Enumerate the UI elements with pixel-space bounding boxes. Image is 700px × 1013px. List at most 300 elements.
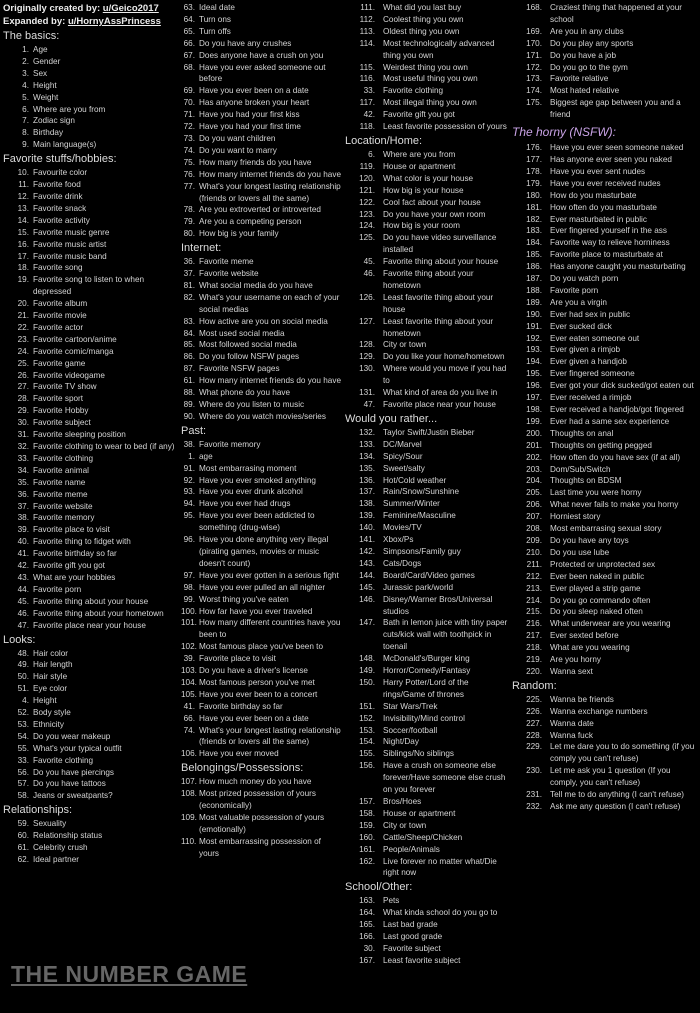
list-item xyxy=(3,251,175,263)
list-item xyxy=(3,620,175,632)
item-number: 88. xyxy=(183,388,195,398)
item-text: Star Wars/Trek xyxy=(383,701,438,711)
item-number: 164. xyxy=(359,908,375,918)
item-number: 160. xyxy=(359,832,375,842)
item-number: 173. xyxy=(526,74,542,84)
item-number: 211. xyxy=(526,559,542,569)
list-item xyxy=(181,701,341,713)
list-item xyxy=(181,713,341,725)
item-number: 113. xyxy=(359,26,375,36)
item-number: 67. xyxy=(183,50,195,60)
list-item xyxy=(345,736,512,748)
item-text: Do you have your own room xyxy=(383,209,486,219)
list-item xyxy=(3,215,175,227)
item-number: 174. xyxy=(526,86,542,96)
item-number: 112. xyxy=(359,14,375,24)
list-item xyxy=(345,73,512,85)
item-text: Favorite porn xyxy=(33,584,82,594)
list-item xyxy=(181,363,341,375)
item-text: Do you follow NSFW pages xyxy=(199,352,300,362)
item-text: What's your longest lasting relationship (friends or lovers all the same) xyxy=(199,181,341,203)
item-number: 97. xyxy=(183,570,195,580)
item-number: 117. xyxy=(359,98,375,108)
item-text: How far have you ever traveled xyxy=(199,606,313,616)
item-number: 204. xyxy=(526,476,542,486)
item-text: Most followed social media xyxy=(199,340,297,350)
item-text: Horror/Comedy/Fantasy xyxy=(383,666,471,676)
item-text: Sex xyxy=(33,68,48,78)
section-heading: Favorite stuffs/hobbies: xyxy=(3,153,117,166)
list-item xyxy=(181,399,341,411)
item-text: Favorite drink xyxy=(33,191,83,201)
item-text: How active are you on social media xyxy=(199,316,328,326)
list-item xyxy=(345,85,512,97)
item-text: Thoughts on BDSM xyxy=(550,476,622,486)
list-item xyxy=(3,524,175,536)
list-item xyxy=(3,695,175,707)
item-number: 66. xyxy=(183,713,195,723)
item-text: Let me dare you to do something (if you comply you can't refuse) xyxy=(550,742,695,764)
item-text: Movies/TV xyxy=(383,523,422,533)
item-number: 189. xyxy=(526,297,542,307)
list-item xyxy=(512,428,700,440)
item-text: Favorite place to masturbate at xyxy=(550,250,663,260)
item-number: 206. xyxy=(526,500,542,510)
list-item xyxy=(345,387,512,399)
item-text: Have you ever seen someone naked xyxy=(550,143,684,153)
item-number: 54. xyxy=(17,731,29,741)
item-text: Favorite snack xyxy=(33,203,87,213)
list-item xyxy=(345,363,512,387)
section-heading: School/Other: xyxy=(345,881,413,894)
item-text: Favorite thing to fidget with xyxy=(33,537,131,547)
item-number: 155. xyxy=(359,749,375,759)
item-text: What color is your house xyxy=(383,173,474,183)
item-number: 230. xyxy=(526,766,542,776)
item-number: 141. xyxy=(359,535,375,545)
item-text: Ethnicity xyxy=(33,719,64,729)
item-number: 228. xyxy=(526,730,542,740)
item-number: 231. xyxy=(526,790,542,800)
item-number: 72. xyxy=(183,122,195,132)
item-number: 177. xyxy=(526,154,542,164)
list-item xyxy=(345,161,512,173)
list-item xyxy=(512,487,700,499)
list-item xyxy=(512,440,700,452)
item-text: Ever sucked dick xyxy=(550,321,612,331)
item-number: 40. xyxy=(17,537,29,547)
item-number: 5. xyxy=(22,92,29,102)
list-item xyxy=(345,955,512,967)
item-text: Zodiac sign xyxy=(33,116,75,126)
list-item xyxy=(345,339,512,351)
list-item xyxy=(512,297,700,309)
item-text: Do you have video surveillance installed xyxy=(383,233,497,255)
item-text: Biggest age gap between you and a friend xyxy=(550,98,681,120)
list-item xyxy=(3,683,175,695)
item-number: 26. xyxy=(17,370,29,380)
list-item xyxy=(3,719,175,731)
item-number: 124. xyxy=(359,221,375,231)
item-number: 123. xyxy=(359,209,375,219)
item-number: 188. xyxy=(526,285,542,295)
list-item xyxy=(3,139,175,151)
item-number: 140. xyxy=(359,523,375,533)
item-number: 197. xyxy=(526,393,542,403)
list-item xyxy=(181,85,341,97)
list-item xyxy=(3,346,175,358)
list-item xyxy=(181,256,341,268)
section-heading: Would you rather... xyxy=(345,412,438,425)
item-text: Does anyone have a crush on you xyxy=(199,50,324,60)
item-number: 30. xyxy=(363,943,375,953)
item-number: 148. xyxy=(359,654,375,664)
item-number: 76. xyxy=(183,169,195,179)
item-text: Have you had your first time xyxy=(199,122,301,132)
list-item xyxy=(3,842,175,854)
list-item xyxy=(512,356,700,368)
item-number: 4. xyxy=(22,80,29,90)
item-number: 145. xyxy=(359,582,375,592)
list-item xyxy=(345,97,512,109)
list-item xyxy=(181,498,341,510)
list-item xyxy=(512,642,700,654)
list-item xyxy=(345,808,512,820)
item-text: Eye color xyxy=(33,684,68,694)
item-number: 22. xyxy=(17,322,29,332)
list-item xyxy=(3,405,175,417)
list-item xyxy=(181,510,341,534)
list-item xyxy=(512,62,700,74)
item-text: Ever fingered yourself in the ass xyxy=(550,226,667,236)
list-item xyxy=(181,665,341,677)
item-number: 99. xyxy=(183,594,195,604)
item-text: Have you ever been on a date xyxy=(199,86,309,96)
list-item xyxy=(181,26,341,38)
item-number: 227. xyxy=(526,718,542,728)
item-text: Wanna sext xyxy=(550,666,593,676)
item-number: 93. xyxy=(183,487,195,497)
credit-expanded: Expanded by: u/HornyAssPrincess xyxy=(3,16,161,27)
list-item xyxy=(3,127,175,139)
list-item xyxy=(345,510,512,522)
item-text: City or town xyxy=(383,340,427,350)
list-item xyxy=(181,475,341,487)
list-item xyxy=(512,718,700,730)
item-text: Xbox/Ps xyxy=(383,535,414,545)
list-item xyxy=(512,202,700,214)
list-item xyxy=(3,429,175,441)
item-number: 158. xyxy=(359,808,375,818)
item-text: Ideal partner xyxy=(33,855,79,864)
list-item xyxy=(181,109,341,121)
item-number: 38. xyxy=(183,439,195,449)
item-number: 165. xyxy=(359,920,375,930)
item-number: 28. xyxy=(17,394,29,404)
item-text: Do you sleep naked often xyxy=(550,607,643,617)
item-text: Do you have any toys xyxy=(550,535,629,545)
item-number: 102. xyxy=(181,642,197,652)
item-text: What kind of area do you live in xyxy=(383,388,498,398)
item-text: Ever received a handjob/got fingered xyxy=(550,405,684,414)
item-text: What's your username on each of your social medias xyxy=(199,292,340,314)
item-number: 17. xyxy=(17,251,29,261)
list-item xyxy=(181,375,341,387)
item-number: 217. xyxy=(526,631,542,641)
item-number: 180. xyxy=(526,190,542,200)
item-text: Do you use lube xyxy=(550,547,610,557)
list-item xyxy=(181,62,341,86)
list-item xyxy=(512,166,700,178)
item-text: Favorite porn xyxy=(550,285,599,295)
item-text: Favorite song to listen to when depressed xyxy=(33,275,145,297)
item-text: Taylor Swift/Justin Bieber xyxy=(383,427,475,437)
item-text: Where are you from xyxy=(383,149,456,159)
item-text: Favorite music genre xyxy=(33,227,110,237)
item-number: 203. xyxy=(526,464,542,474)
list-item xyxy=(512,511,700,523)
list-item xyxy=(3,44,175,56)
item-text: How many different countries have you been to xyxy=(199,618,341,640)
list-item xyxy=(3,262,175,274)
item-text: Least favorite thing about your hometown xyxy=(383,316,494,338)
list-item xyxy=(345,209,512,221)
item-text: Hair color xyxy=(33,648,69,658)
list-item xyxy=(181,439,341,451)
item-text: Favorite place to visit xyxy=(199,654,276,664)
item-number: 195. xyxy=(526,369,542,379)
item-text: Last time you were horny xyxy=(550,488,642,498)
list-item xyxy=(512,142,700,154)
item-number: 95. xyxy=(183,511,195,521)
item-text: Siblings/No siblings xyxy=(383,749,454,759)
item-number: 169. xyxy=(526,26,542,36)
list-item xyxy=(345,558,512,570)
item-number: 81. xyxy=(183,280,195,290)
item-text: Tell me to do anything (I can't refuse) xyxy=(550,790,684,800)
list-item xyxy=(181,463,341,475)
list-item xyxy=(3,731,175,743)
item-number: 84. xyxy=(183,328,195,338)
item-text: Favorite place near your house xyxy=(33,620,146,630)
item-number: 178. xyxy=(526,166,542,176)
item-text: Most embarrassing possession of yours xyxy=(199,836,321,858)
item-text: Has anyone caught you masturbating xyxy=(550,262,686,272)
item-text: What underwear are you wearing xyxy=(550,619,671,629)
list-item xyxy=(181,387,341,399)
item-text: Most used social media xyxy=(199,328,285,338)
item-number: 68. xyxy=(183,62,195,72)
item-text: Least favorite thing about your house xyxy=(383,292,494,314)
item-text: How much money do you have xyxy=(199,777,312,787)
item-number: 214. xyxy=(526,595,542,605)
list-item xyxy=(181,204,341,216)
list-item xyxy=(512,475,700,487)
item-text: Most useful thing you own xyxy=(383,74,478,84)
item-text: Favorite clothing to wear to bed (if any) xyxy=(33,442,175,451)
item-text: Weirdest thing you own xyxy=(383,62,468,72)
item-text: Favorite sleeping position xyxy=(33,430,126,440)
item-text: Favorite meme xyxy=(199,257,254,267)
item-number: 116. xyxy=(359,74,375,84)
item-number: 12. xyxy=(17,191,29,201)
item-number: 115. xyxy=(359,62,375,72)
item-number: 2. xyxy=(22,56,29,66)
list-item xyxy=(512,523,700,535)
item-text: Favorite clothing xyxy=(33,453,94,463)
item-number: 168. xyxy=(526,3,542,12)
list-item xyxy=(512,392,700,404)
list-item xyxy=(345,931,512,943)
item-number: 182. xyxy=(526,214,542,224)
item-number: 167. xyxy=(359,955,375,965)
item-number: 41. xyxy=(17,549,29,559)
item-text: Hair style xyxy=(33,672,68,682)
list-item xyxy=(181,339,341,351)
item-number: 144. xyxy=(359,570,375,580)
item-text: House or apartment xyxy=(383,161,456,171)
list-item xyxy=(345,820,512,832)
item-number: 47. xyxy=(363,400,375,409)
item-number: 191. xyxy=(526,321,542,331)
item-text: Where would you move if you had to xyxy=(383,364,507,386)
list-item xyxy=(181,582,341,594)
list-item xyxy=(512,666,700,678)
item-text: Have you ever sent nudes xyxy=(550,166,646,176)
list-item xyxy=(345,677,512,701)
item-text: Favorite videogame xyxy=(33,370,105,380)
list-item xyxy=(181,38,341,50)
item-number: 107. xyxy=(181,777,197,787)
item-number: 190. xyxy=(526,309,542,319)
list-item xyxy=(181,836,341,860)
item-text: Sexuality xyxy=(33,819,67,829)
item-text: Celebrity crush xyxy=(33,843,88,853)
column-1 xyxy=(3,2,175,866)
item-number: 207. xyxy=(526,512,542,522)
list-item xyxy=(3,536,175,548)
item-number: 74. xyxy=(183,145,195,155)
item-number: 64. xyxy=(183,14,195,24)
item-text: Spicy/Sour xyxy=(383,451,423,461)
item-number: 4. xyxy=(22,696,29,706)
item-number: 18. xyxy=(17,263,29,273)
item-number: 8. xyxy=(22,128,29,138)
list-item xyxy=(345,534,512,546)
item-text: Do you go to the gym xyxy=(550,62,628,72)
list-item xyxy=(181,228,341,240)
item-text: Weight xyxy=(33,92,59,102)
item-text: Favorite meme xyxy=(33,489,88,499)
item-text: Have you ever pulled an all nighter xyxy=(199,582,326,592)
item-text: Body style xyxy=(33,708,71,718)
list-item xyxy=(345,594,512,618)
item-number: 161. xyxy=(359,844,375,854)
list-item xyxy=(512,97,700,121)
item-text: Most illegal thing you own xyxy=(383,98,477,108)
item-text: What never fails to make you horny xyxy=(550,500,679,510)
list-col2 xyxy=(181,2,341,860)
item-text: Have you done anything very illegal (pirating games, movies or music doesn't count) xyxy=(199,535,329,568)
item-number: 108. xyxy=(181,789,197,799)
item-text: Gender xyxy=(33,56,61,66)
item-number: 138. xyxy=(359,499,375,509)
item-text: How often do you have sex (if at all) xyxy=(550,452,681,462)
item-number: 162. xyxy=(359,856,375,866)
list-item xyxy=(3,453,175,465)
list-item xyxy=(3,104,175,116)
item-number: 50. xyxy=(17,672,29,682)
list-item xyxy=(512,618,700,630)
list-item xyxy=(512,547,700,559)
item-text: Have you ever received nudes xyxy=(550,178,661,188)
list-item xyxy=(512,765,700,789)
list-item xyxy=(3,648,175,660)
list-item xyxy=(345,2,512,14)
item-text: Wanna be friends xyxy=(550,694,614,704)
item-text: Have you ever been on a date xyxy=(199,713,309,723)
item-text: Favorite TV show xyxy=(33,382,97,392)
item-number: 49. xyxy=(17,660,29,670)
item-number: 94. xyxy=(183,499,195,509)
item-number: 126. xyxy=(359,292,375,302)
item-number: 157. xyxy=(359,797,375,806)
item-number: 105. xyxy=(181,689,197,699)
item-text: Dom/Sub/Switch xyxy=(550,464,611,474)
item-number: 90. xyxy=(183,411,195,421)
item-text: Jurassic park/world xyxy=(383,582,454,592)
item-number: 120. xyxy=(359,173,375,183)
list-item xyxy=(181,486,341,498)
item-text: Have you ever had drugs xyxy=(199,499,291,509)
list-item xyxy=(345,796,512,808)
item-text: Have you had your first kiss xyxy=(199,110,300,120)
item-text: Worst thing you've eaten xyxy=(199,594,289,604)
list-item xyxy=(512,225,700,237)
list-item xyxy=(181,788,341,812)
list-item xyxy=(512,535,700,547)
item-text: Wanna date xyxy=(550,718,594,728)
section-heading: Relationships: xyxy=(3,804,73,817)
item-number: 55. xyxy=(17,743,29,753)
list-item xyxy=(345,292,512,316)
item-text: Favorite subject xyxy=(33,418,91,428)
item-text: Board/Card/Video games xyxy=(383,570,475,580)
item-number: 3. xyxy=(22,68,29,78)
item-text: age xyxy=(199,451,213,461)
item-number: 65. xyxy=(183,26,195,36)
list-item xyxy=(181,451,341,463)
item-text: Favorite thing about your house xyxy=(33,596,149,606)
item-text: Main language(s) xyxy=(33,140,97,150)
item-number: 134. xyxy=(359,451,375,461)
list-item xyxy=(345,173,512,185)
item-number: 57. xyxy=(17,779,29,789)
list-item xyxy=(512,380,700,392)
list-item xyxy=(345,725,512,737)
item-text: Last good grade xyxy=(383,932,443,942)
list-item xyxy=(512,559,700,571)
list-item xyxy=(512,464,700,476)
item-text: City or town xyxy=(383,820,427,830)
list-item xyxy=(512,214,700,226)
item-number: 47. xyxy=(17,620,29,630)
item-number: 194. xyxy=(526,357,542,367)
item-text: Favorite place to visit xyxy=(33,525,110,535)
item-number: 31. xyxy=(17,430,29,440)
item-text: How many friends do you have xyxy=(199,157,312,167)
list-item xyxy=(512,571,700,583)
